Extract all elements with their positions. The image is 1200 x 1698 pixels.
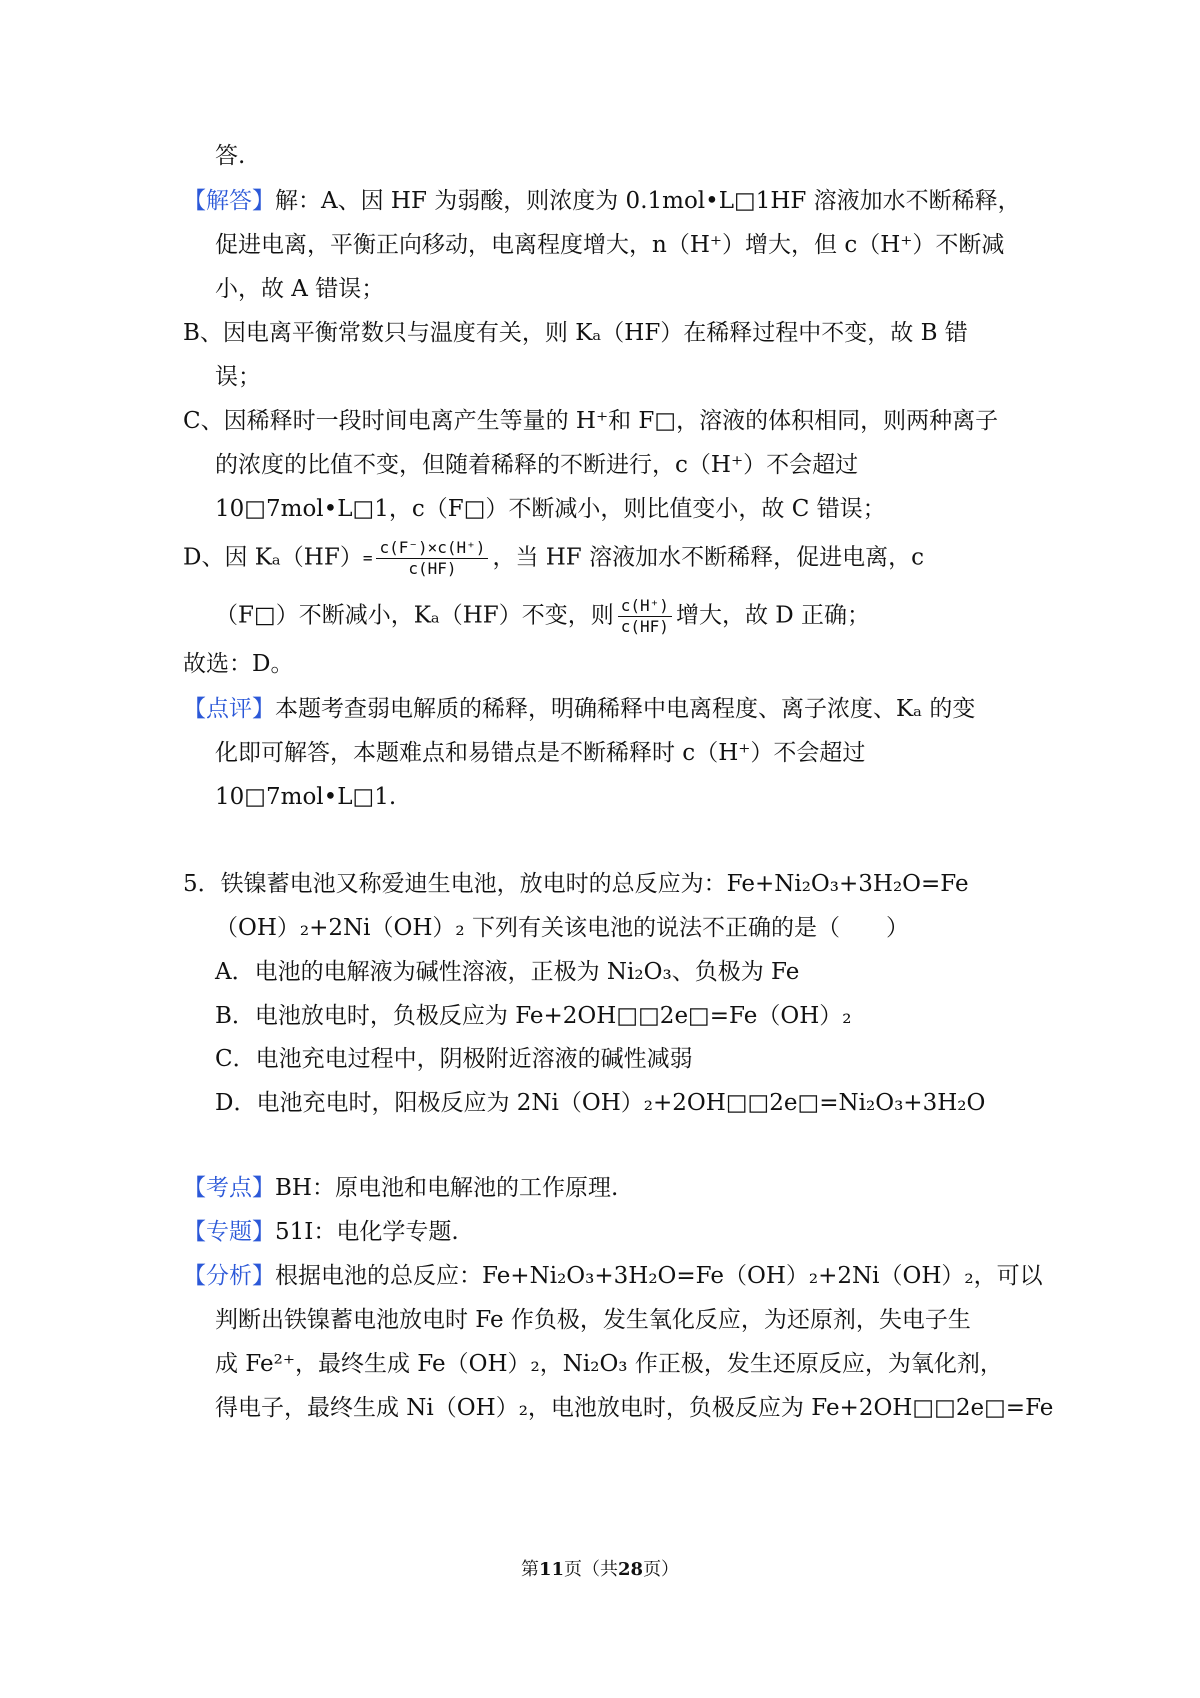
kaodian-tag: 【考点】	[183, 1175, 275, 1201]
text-line: 化即可解答，本题难点和易错点是不断稀释时 c（H⁺）不会超过	[215, 740, 866, 766]
equals-sign: =	[362, 548, 373, 568]
footer-text: 页（共	[564, 1559, 618, 1580]
text-line: 答.	[215, 143, 246, 169]
option-d: D．电池充电时，阳极反应为 2Ni（OH）₂+2OH□□2e□=Ni₂O₃+3H₂O	[215, 1090, 986, 1116]
fraction-denominator: c(HF)	[620, 617, 669, 636]
zhuanti-tag: 【专题】	[183, 1219, 275, 1245]
fraction-numerator: c(F⁻)×c(H⁺)	[376, 538, 488, 559]
fraction-ka	[376, 538, 488, 579]
text-line: 故选：D。	[183, 651, 294, 677]
page-number: 11	[538, 1559, 564, 1580]
text-line: 成 Fe²⁺，最终生成 Fe（OH）₂，Ni₂O₃ 作正极，发生还原反应，为氧化剂，	[215, 1351, 1003, 1377]
footer-text: 页）	[643, 1559, 680, 1580]
option-b: B．电池放电时，负极反应为 Fe+2OH□□2e□=Fe（OH）₂	[215, 1003, 852, 1029]
text-span: 根据电池的总反应：Fe+Ni₂O₃+3H₂O=Fe（OH）₂+2Ni（OH）₂，可以	[275, 1263, 1043, 1289]
footer-text: 第	[520, 1559, 539, 1580]
text-span: ，当 HF 溶液加水不断稀释，促进电离，c	[492, 544, 924, 571]
review-tag: 【点评】	[183, 696, 275, 722]
option-c: C．电池充电过程中，阴极附近溶液的碱性减弱	[215, 1046, 693, 1072]
formula-line-d1	[183, 538, 924, 579]
fraction-numerator: c(H⁺)	[618, 596, 672, 617]
page-total: 28	[618, 1559, 644, 1580]
text-span: 51I：电化学专题.	[275, 1219, 459, 1245]
text-span: 增大，故 D 正确；	[675, 602, 870, 629]
text-span: 本题考查弱电解质的稀释，明确稀释中电离程度、离子浓度、Kₐ 的变	[275, 696, 976, 722]
fraction-denominator: c(HF)	[408, 559, 457, 578]
text-span: BH：原电池和电解池的工作原理.	[275, 1175, 619, 1201]
page-footer	[0, 1555, 1200, 1581]
kaodian-line	[183, 1172, 618, 1204]
review-line-1	[183, 693, 975, 725]
text-span: （F□）不断减小，Kₐ（HF）不变，则	[215, 602, 614, 629]
text-line: 的浓度的比值不变，但随着稀释的不断进行，c（H⁺）不会超过	[215, 452, 859, 478]
text-line: 小，故 A 错误；	[215, 276, 385, 302]
question-line: （OH）₂+2Ni（OH）₂ 下列有关该电池的说法不正确的是（ ）	[215, 915, 909, 941]
text-line: C、因稀释时一段时间电离产生等量的 H⁺和 F□，溶液的体积相同，则两种离子	[183, 408, 999, 434]
formula-line-d2	[215, 596, 870, 637]
text-line: 误；	[215, 364, 261, 390]
answer-tag: 【解答】	[183, 188, 275, 214]
text-span: 解：A、因 HF 为弱酸，则浓度为 0.1mol•L□1HF 溶液加水不断稀释，	[275, 188, 1021, 214]
question-line: 5．铁镍蓄电池又称爱迪生电池，放电时的总反应为：Fe+Ni₂O₃+3H₂O=Fe	[183, 871, 969, 897]
text-line: 10□7mol•L□1.	[215, 784, 397, 810]
option-a: A．电池的电解液为碱性溶液，正极为 Ni₂O₃、负极为 Fe	[215, 959, 800, 985]
fenxi-line-1	[183, 1260, 1043, 1292]
text-line: 判断出铁镍蓄电池放电时 Fe 作负极，发生氧化反应，为还原剂，失电子生	[215, 1307, 971, 1333]
text-line: 得电子，最终生成 Ni（OH）₂，电池放电时，负极反应为 Fe+2OH□□2e□=Fe	[215, 1395, 1054, 1421]
text-span: D、因 Kₐ（HF）	[183, 544, 363, 571]
fenxi-tag: 【分析】	[183, 1263, 275, 1289]
answer-line-1	[183, 185, 1021, 217]
zhuanti-line	[183, 1216, 459, 1248]
text-line: 10□7mol•L□1，c（F□）不断减小，则比值变小，故 C 错误；	[215, 496, 886, 522]
text-line: B、因电离平衡常数只与温度有关，则 Kₐ（HF）在稀释过程中不变，故 B 错	[183, 320, 968, 346]
fraction-ratio	[618, 596, 672, 637]
text-line: 促进电离，平衡正向移动，电离程度增大，n（H⁺）增大，但 c（H⁺）不断减	[215, 232, 1005, 258]
